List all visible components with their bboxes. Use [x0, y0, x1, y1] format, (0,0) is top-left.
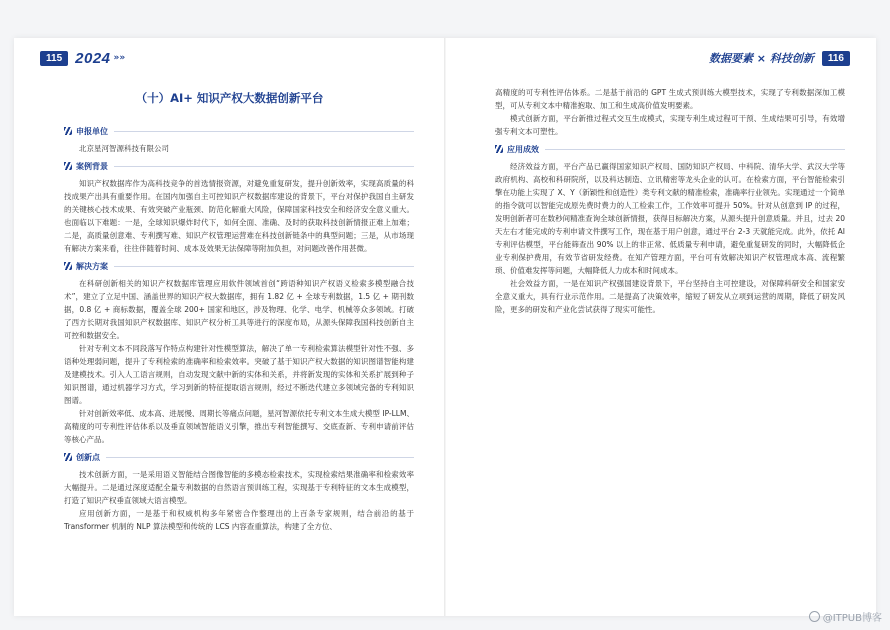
section-heading: 创新点 — [76, 452, 100, 462]
section-header-solution — [64, 258, 414, 274]
section-stripe-icon — [64, 162, 72, 170]
section-header-background — [64, 158, 414, 174]
paragraph: 社会效益方面，一是在知识产权强国建设背景下，平台坚持自主可控建设，对保障科研安全和国家安全意义重大，具有行业示范作用。二是提高了决策效率，缩短了研发从立项到运营的周期，降低了研发风险，更多的研发和产业化尝试获得了现实可能性。 — [495, 279, 845, 314]
paragraph: 经济效益方面，平台产品已赢得国家知识产权局、国防知识产权局、中科院、清华大学、武汉大学等政府机构、高校和科研院所，以及科达制造、立讯精密等龙头企业的认可。在检索方面，平台智能检索引擎在功能上实现了 X、Y（新颖性和创造性）类专利文献的精准检索，准确率行业领先。实现通过一个简单的指令就可以智能完成原先费时费力的人工检索工作，工作效率可提升 50%。针对从创意到 IP 的过程，发明创新者可在数秒间精准查询全球创新情报，获得目标解决方案，从源头提升创意质量。并且，过去 20 天左右才能完成的专利申请文件撰写工作，现在基于用户创意，通过平台 2-3 天就能完成。此外，依托 AI 专利评估模型，平台能筛查出 90% 以上的非正常、低质量专利申请，避免重复研发的同时，大幅降低企业专利保护费用，有效节省研发经费。在知产管理方面，平台可有效解决知识产权管理成本高、流程繁琐、价值难发挥等问题，大幅降低人力成本和时间成本。 — [495, 162, 845, 275]
series-title: 数据要素 × 科技创新 — [708, 52, 814, 65]
section-header-applicant — [64, 123, 414, 139]
section-rule — [106, 457, 414, 458]
section-header-results — [495, 141, 845, 157]
blog-logo-icon — [809, 611, 820, 622]
section-stripe-icon — [64, 262, 72, 270]
book-spread — [14, 38, 876, 616]
applicant-name: 北京星河智源科技有限公司 — [79, 144, 169, 153]
section-stripe-icon — [64, 127, 72, 135]
paragraph: 应用创新方面，一是基于和权威机构多年紧密合作整理出的上百条专家规则，结合前沿的基于 Transformer 机制的 NLP 算法模型和传统的 LCS 内容查重算法，构建了全方位、 — [64, 509, 414, 531]
page-number: 116 — [822, 51, 850, 66]
left-page-header — [40, 49, 125, 67]
section-heading: 解决方案 — [76, 261, 108, 271]
paragraph: 针对创新效率低、成本高、进展慢、周期长等痛点问题，星河智源依托专利文本生成大模型 IP-LLM、高精度的可专利性评估体系以及垂直领域智能语义引擎，推出专利智能撰写、交底查新、专利申请前评估等核心产品。 — [64, 409, 414, 444]
right-page-header — [709, 49, 850, 67]
year-logo: 2024 — [75, 49, 111, 67]
paragraph: 针对专利文本不同段落写作特点构建针对性模型算法，解决了单一专利检索算法模型针对性不强、多语种处理弱问题，提升了专利检索的准确率和检索效率。突破了基于知识产权大数据的知识图谱智能构建及建模技术。引入人工语言规则，自动发现文献中新的实体和关系，并将新发现的实体和关系扩展到种子知识图谱，通过机器学习方式，学习到新的特征提取语言规则，经过不断迭代建立多领域完备的专利知识图谱。 — [64, 344, 414, 405]
paragraph: 模式创新方面，平台新推过程式交互生成模式，实现专利生成过程可干预、生成结果可引导，有效增强专利文本可塑性。 — [495, 114, 845, 136]
section-heading: 案例背景 — [76, 161, 108, 171]
watermark-text: @ITPUB博客 — [822, 613, 882, 624]
section-rule — [114, 166, 414, 167]
section-heading: 申报单位 — [76, 126, 108, 136]
right-column — [495, 86, 845, 316]
paragraph: 知识产权数据库作为高科技竞争的首选情报资源，对避免重复研发，提升创新效率，实现高质量的科技成果产出具有重要作用。在国内加强自主可控知识产权数据库建设的背景下，平台对保护我国自主研发的关键核心技术成果、有效突破产业瓶颈、防范化解重大风险，保障国家科技安全和经济安全意义重大。也面临以下难题：一是，全球知识爆炸时代下，如何全面、准确、及时的获取科技创新情报正难上加难；二是，高质量创意难、专利撰写难、知识产权管理运营难在科技创新链条中的典型问题；三是，从市场现有解决方案来看，往往伴随着时间、成本及效果无法保障等附加负担，对问题改善作用甚微。 — [64, 179, 414, 253]
page-number: 115 — [40, 51, 68, 66]
section-stripe-icon — [64, 453, 72, 461]
section-rule — [114, 131, 414, 132]
section-stripe-icon — [495, 145, 503, 153]
paragraph: 高精度的可专利性评估体系。二是基于前沿的 GPT 生成式预训练大模型技术，实现了专利数据深加工模型，可从专利文本中精准抱取、加工和生成高价值发明要素。 — [495, 88, 845, 110]
chevrons-icon: »» — [113, 53, 126, 63]
section-heading: 应用成效 — [507, 144, 539, 154]
left-column — [64, 120, 414, 533]
section-header-innovation — [64, 449, 414, 465]
watermark — [809, 609, 882, 624]
left-page — [14, 38, 445, 616]
section-rule — [114, 266, 414, 267]
paragraph: 技术创新方面，一是采用语义智能结合图像智能的多模态检索技术，实现检索结果准确率和检索效率大幅提升。二是通过深度适配全量专利数据的自然语言预训练工程，实现基于专利特征的文本生成模型，打造了知识产权垂直领域大语言模型。 — [64, 470, 414, 505]
section-rule — [545, 149, 845, 150]
section-title: （十）AI+ 知识产权大数据创新平台 — [135, 91, 324, 105]
right-page — [445, 38, 876, 616]
paragraph: 在科研创新相关的知识产权数据库管理应用软件领域首创“跨语种知识产权语义检索多模型融合技术”，建立了立足中国、涵盖世界的知识产权大数据库，拥有 1.82 亿 + 全球专利数据，1.5 亿 + 期刊数据，0.8 亿 + 商标数据，覆盖全球 200+ 国家和地区，涉及物理、化学、电学、机械等众多领域。打破了西方长期对我国知识产权数据库、知识产权分析工具等进行的深度布局，从源头保障我国科技创新自主可控和数据安全。 — [64, 279, 414, 340]
